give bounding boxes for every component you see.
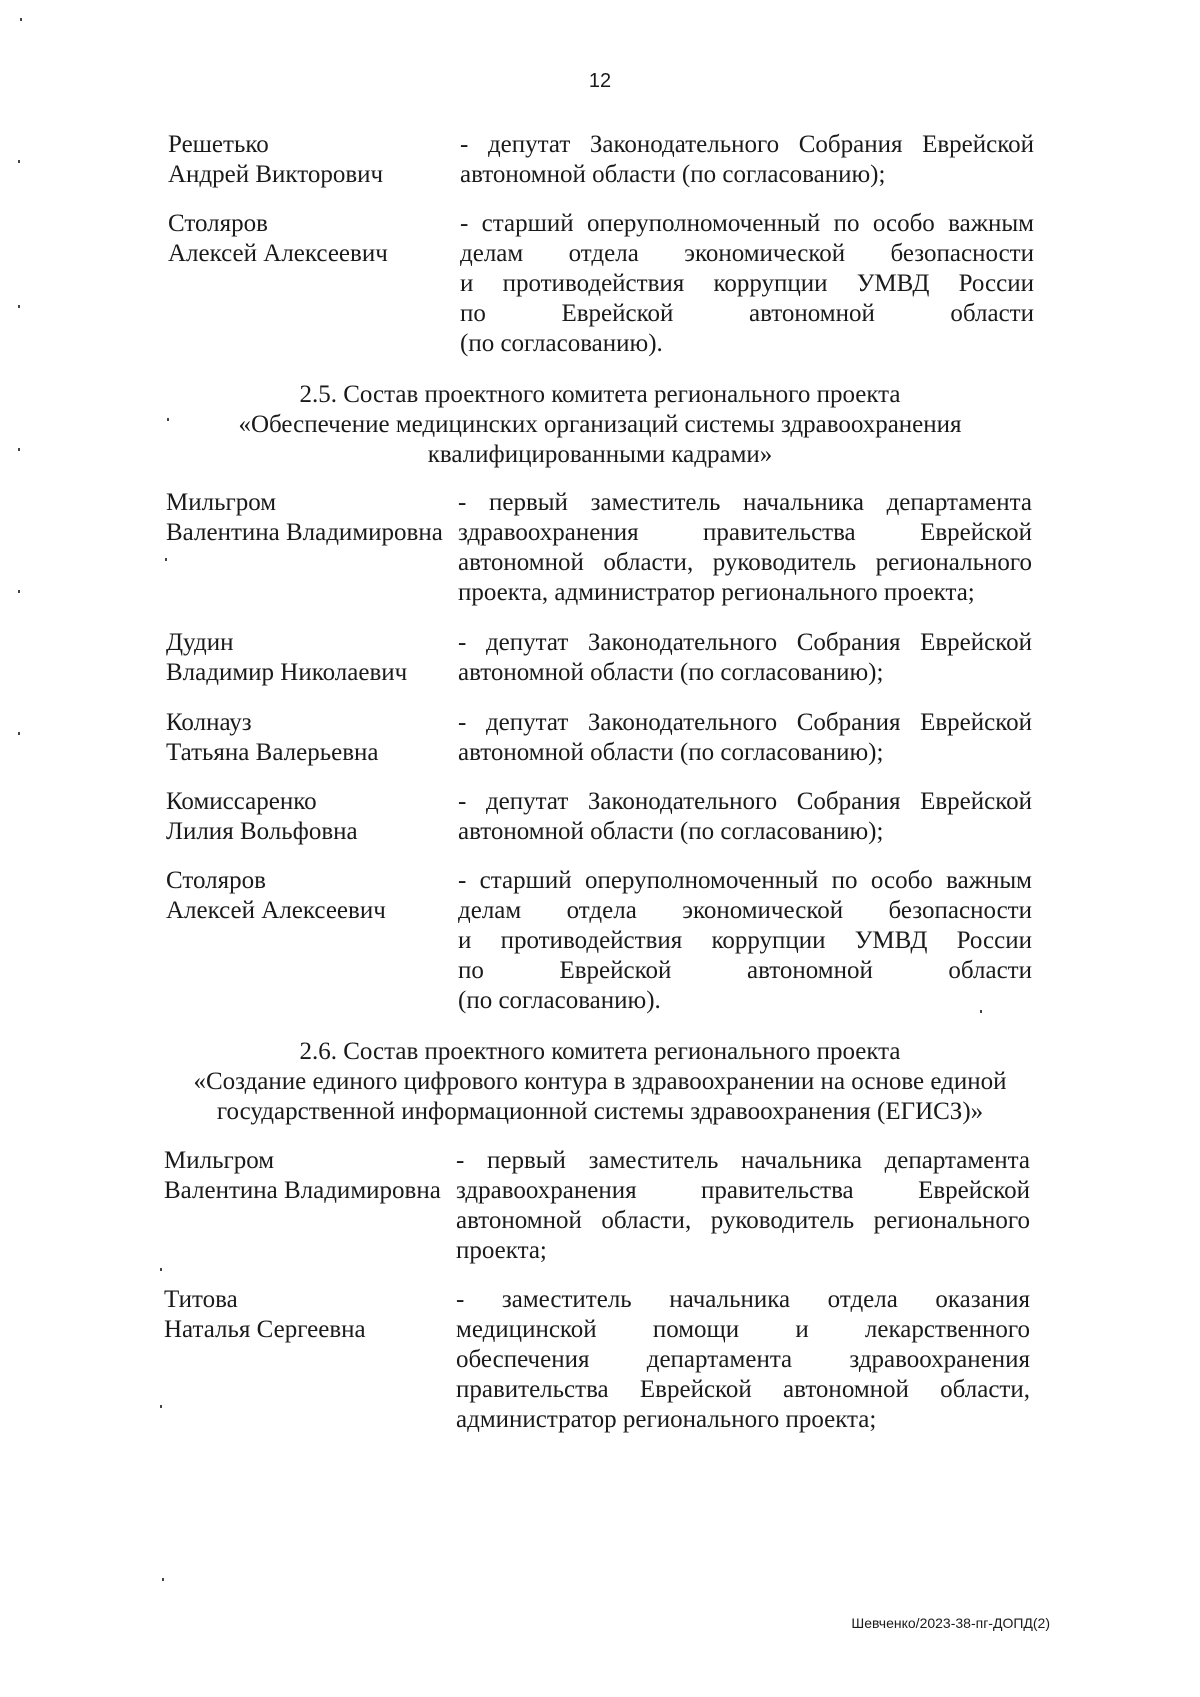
member-name: Столяров Алексей Алексеевич — [166, 867, 386, 924]
member-entry — [168, 209, 1034, 359]
section-heading: 2.6. Состав проектного комитета регионального проекта «Создание единого цифрового контура в здравоохранении на основе единой государственной информационной системы здравоохранения (ЕГИСЗ)» — [193, 1038, 1007, 1125]
scan-speck — [18, 590, 20, 593]
member-role: - первый заместитель начальника департамента здравоохранения правительства Еврейской автономной области, руководитель регионального проекта, администратор регионального проекта; — [458, 489, 1032, 606]
member-role: - депутат Законодательного Собрания Еврейской автономной области (по согласованию); — [458, 788, 1032, 845]
member-name: Столяров Алексей Алексеевич — [168, 210, 388, 267]
member-name: Титова Наталья Сергеевна — [164, 1286, 366, 1343]
scan-speck — [162, 1578, 164, 1581]
member-role: - заместитель начальника отдела оказания медицинской помощи и лекарственного обеспечения департамента здравоохранения правительства Еврейской автономной области, администратор регионального проекта; — [456, 1286, 1030, 1433]
member-role: - депутат Законодательного Собрания Еврейской автономной области (по согласованию); — [460, 131, 1034, 188]
member-role: - депутат Законодательного Собрания Еврейской автономной области (по согласованию); — [458, 709, 1032, 766]
member-name: Решетько Андрей Викторович — [168, 131, 384, 188]
member-entry — [166, 787, 1032, 847]
member-name: Дудин Владимир Николаевич — [166, 629, 408, 686]
member-role: - депутат Законодательного Собрания Еврейской автономной области (по согласованию); — [458, 629, 1032, 686]
scan-speck — [980, 1010, 982, 1013]
document-reference: Шевченко/2023-38-пг-ДОПД(2) — [851, 1615, 1050, 1631]
page-number: 12 — [588, 70, 612, 92]
member-name: Колнауз Татьяна Валерьевна — [166, 709, 379, 766]
member-entry — [166, 866, 1032, 1016]
member-name: Мильгром Валентина Владимировна — [166, 489, 443, 546]
scan-speck — [160, 1405, 162, 1408]
section-heading: 2.5. Состав проектного комитета регионального проекта «Обеспечение медицинских организаций системы здравоохранения квалифицированными кадрами» — [238, 381, 962, 468]
member-entry — [168, 130, 1034, 190]
member-entry — [166, 488, 1032, 608]
scan-speck — [18, 732, 20, 735]
member-name: Комиссаренко Лилия Вольфовна — [166, 788, 358, 845]
member-role: - первый заместитель начальника департамента здравоохранения правительства Еврейской автономной области, руководитель регионального проекта; — [456, 1147, 1030, 1264]
member-entry — [166, 708, 1032, 768]
scan-speck — [160, 1268, 162, 1271]
member-name: Мильгром Валентина Владимировна — [164, 1147, 441, 1204]
member-entry — [166, 628, 1032, 688]
scan-speck — [20, 18, 22, 21]
member-entry — [164, 1285, 1030, 1435]
scan-speck — [18, 448, 20, 451]
scan-speck — [18, 160, 20, 163]
member-role: - старший оперуполномоченный по особо важным делам отдела экономической безопасности и противодействия коррупции УМВД России по Еврейской автономной области (по согласованию). — [458, 867, 1032, 1014]
member-role: - старший оперуполномоченный по особо важным делам отдела экономической безопасности и противодействия коррупции УМВД России по Еврейской автономной области (по согласованию). — [460, 210, 1034, 357]
scan-speck — [18, 305, 20, 308]
scan-speck — [165, 558, 167, 561]
scan-speck — [167, 418, 169, 421]
member-entry — [164, 1146, 1030, 1266]
